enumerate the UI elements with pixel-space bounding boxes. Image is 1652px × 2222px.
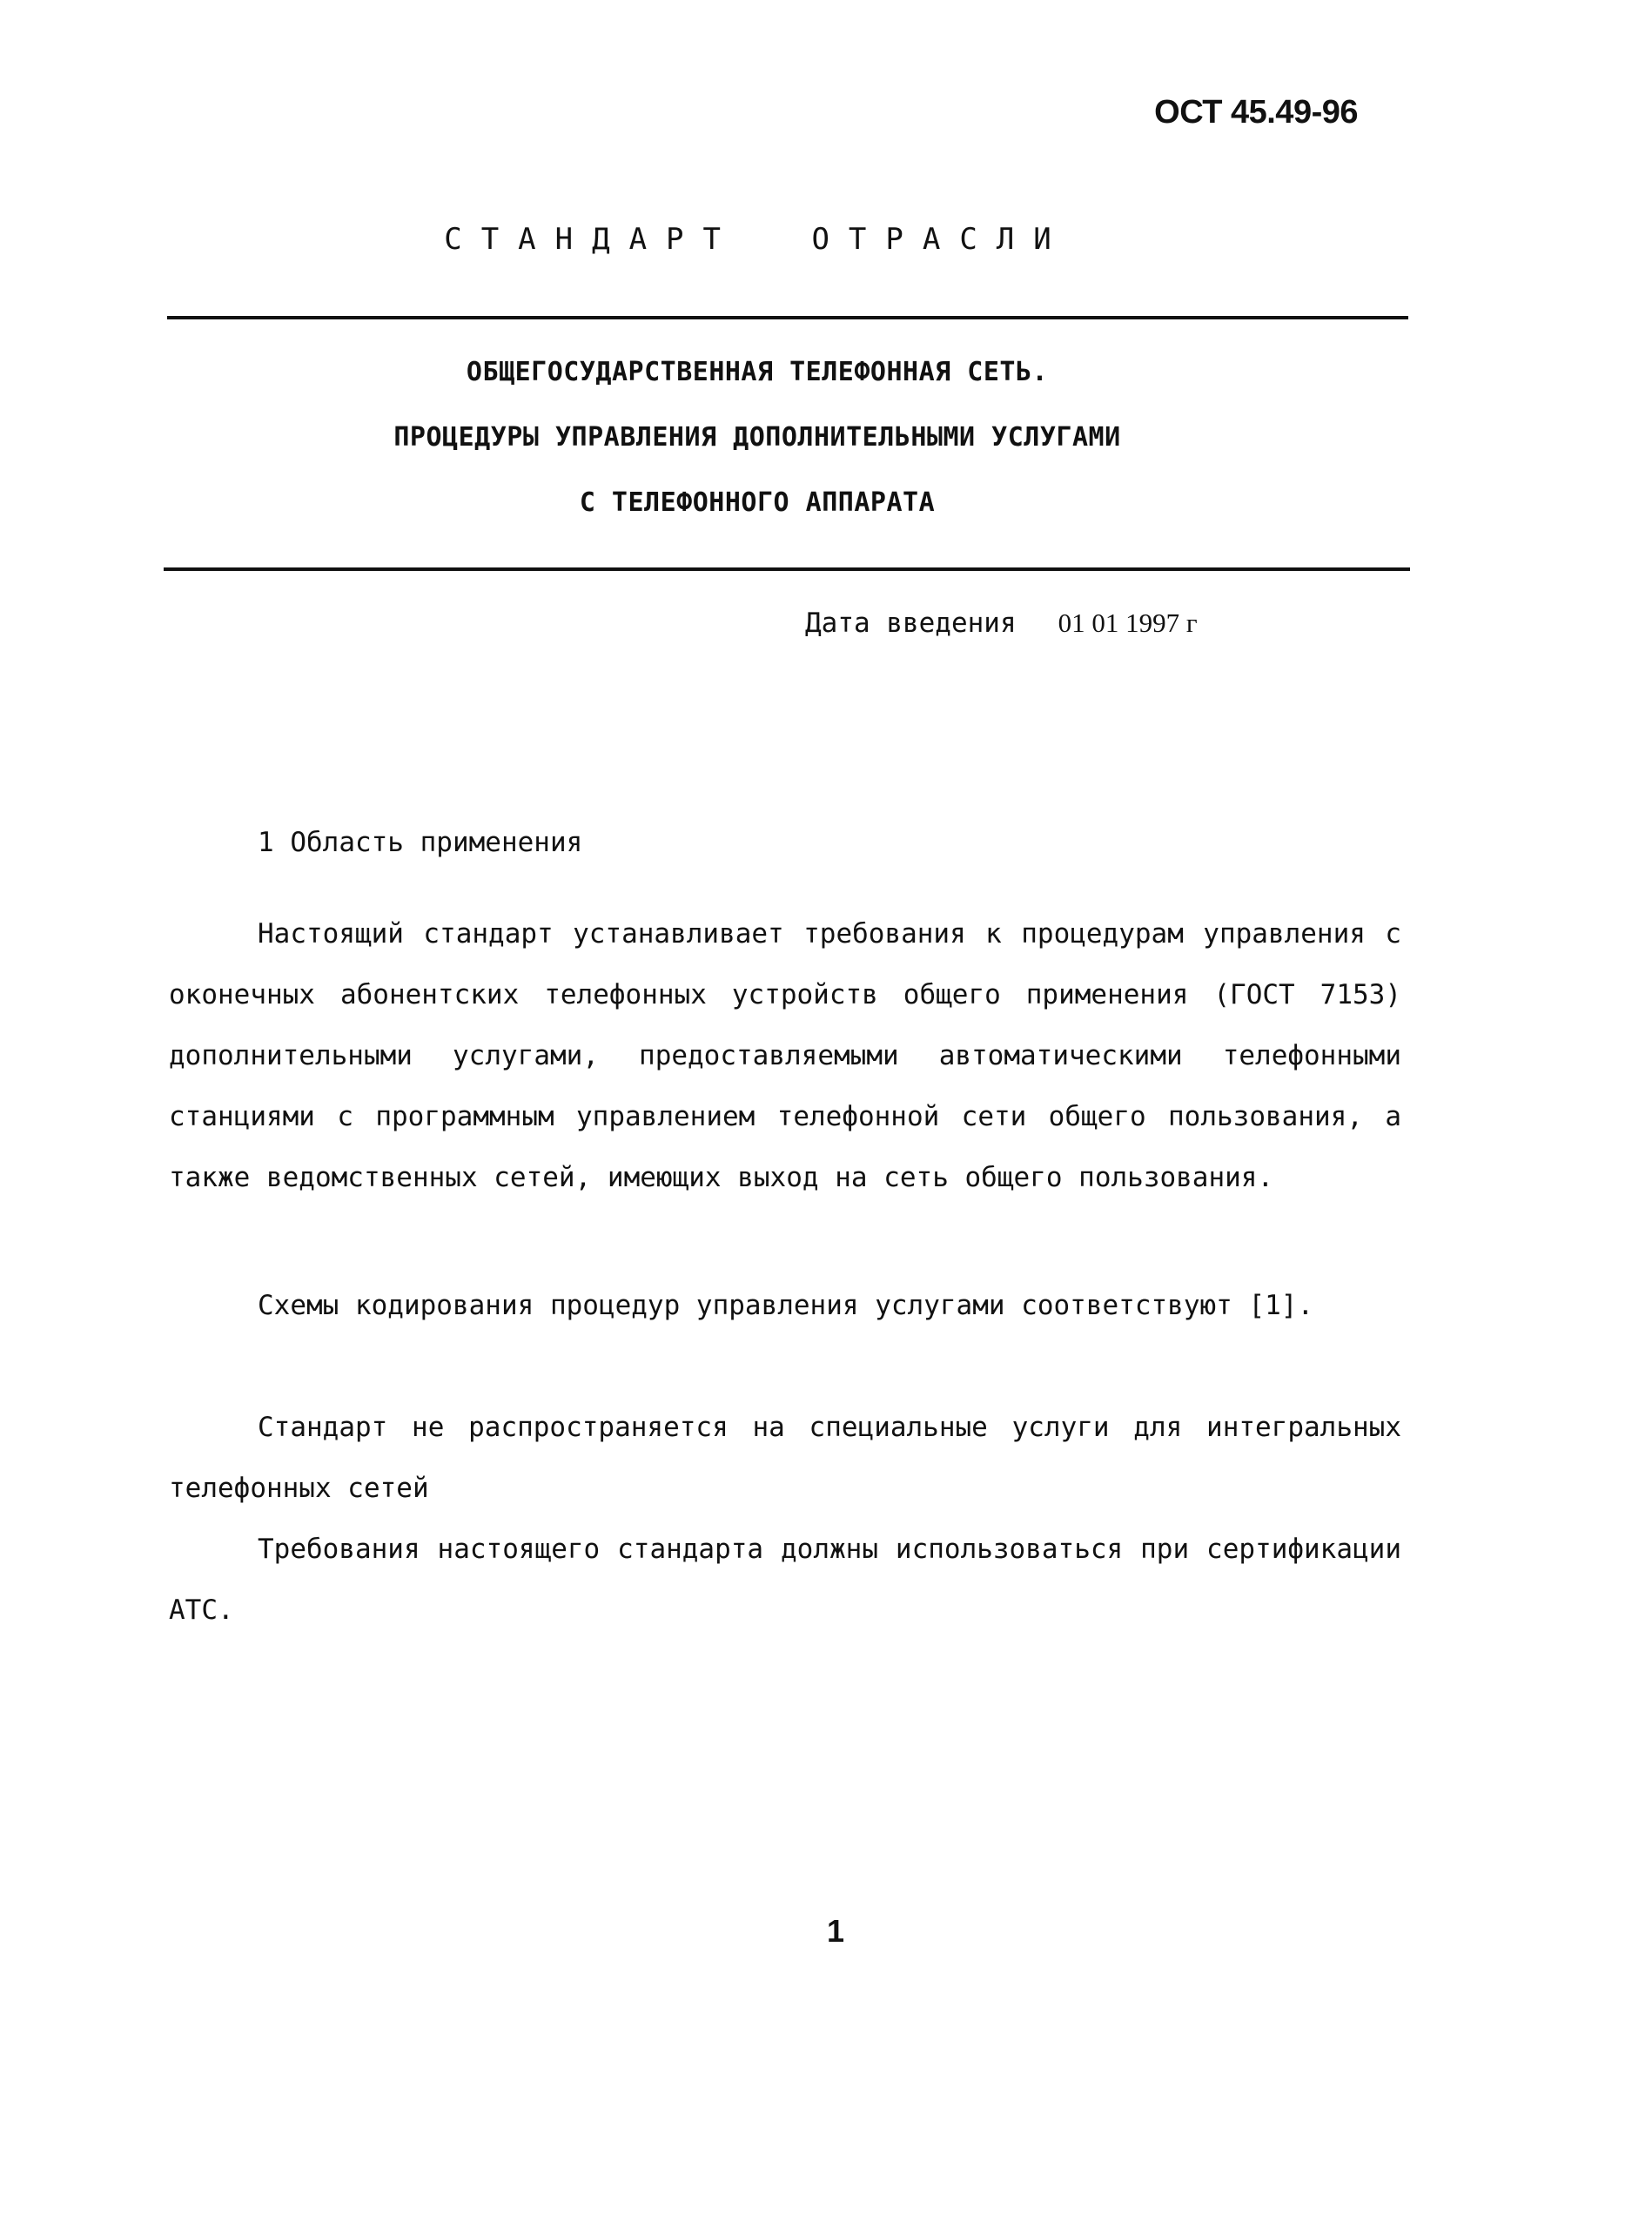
paragraph-certification: Требования настоящего стандарта должны использоваться при сертификации АТС. (169, 1534, 1401, 1626)
title-line-3: С ТЕЛЕФОННОГО АППАРАТА (579, 487, 936, 518)
paragraph-exclusion: Стандарт не распространяется на специальные услуги для интегральных телефонных сетей (169, 1412, 1401, 1504)
document-code: ОСТ 45.49-96 (1154, 94, 1358, 131)
title-line-2: ПРОЦЕДУРЫ УПРАВЛЕНИЯ ДОПОЛНИТЕЛЬНЫМИ УСЛУГАМИ (393, 422, 1121, 453)
document-type-heading: СТАНДАРТ ОТРАСЛИ (444, 222, 1071, 257)
paragraph-coding-schemes: Схемы кодирования процедур управления услугами соответствуют [1]. (258, 1290, 1314, 1321)
title-line-1: ОБЩЕГОСУДАРСТВЕННАЯ ТЕЛЕФОННАЯ СЕТЬ. (466, 357, 1049, 387)
effective-date-line (805, 608, 1198, 639)
title-bottom-rule (164, 567, 1410, 571)
effective-date-label: Дата введения (805, 608, 1017, 639)
title-top-rule (167, 316, 1408, 319)
section-heading: 1 Область применения (258, 827, 583, 858)
paragraph-scope: Настоящий стандарт устанавливает требования к процедурам управления с оконечных абонентских телефонных устройств общего применения (ГОСТ 7153) дополнительными услугами, предоставляемыми автоматическими телефонными станциями с программным управлением телефонной сети общего пользования, а также ведомственных сетей, имеющих выход на сеть общего пользования. (169, 918, 1401, 1193)
page-number: 1 (826, 1913, 845, 1949)
effective-date-value: 01 01 1997 г (1058, 608, 1198, 638)
